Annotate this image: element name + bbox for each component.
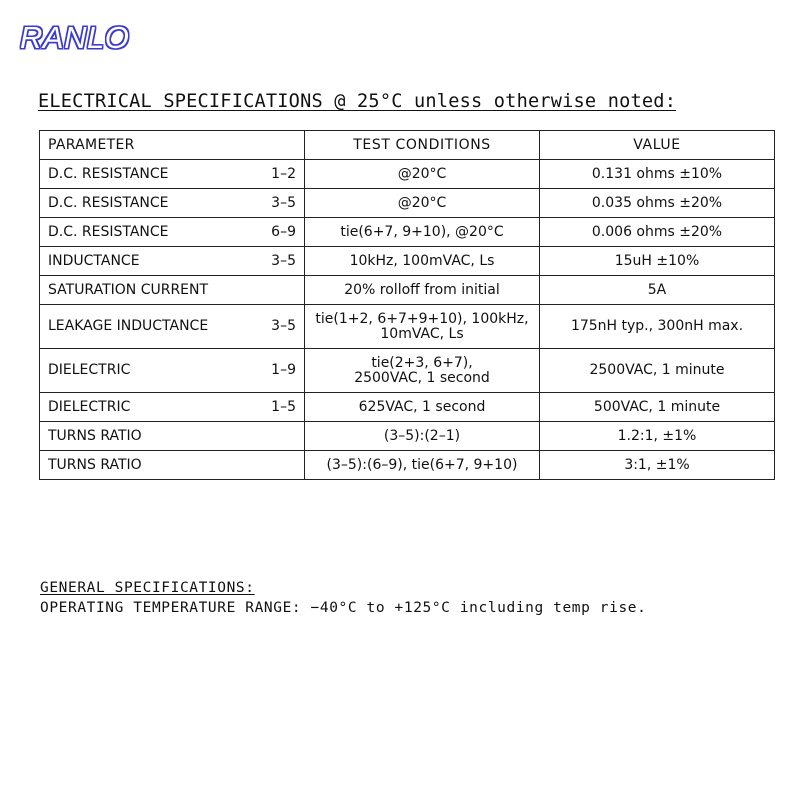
value-cell: 1.2:1, ±1% [540,422,775,451]
parameter-cell [40,305,305,349]
parameter-cell [40,218,305,247]
parameter-name: DIELECTRIC [48,362,131,378]
parameter-cell [40,393,305,422]
parameter-name: LEAKAGE INDUCTANCE [48,318,209,334]
test-conditions-cell [305,305,540,349]
parameter-cell [40,422,305,451]
value-cell: 175nH typ., 300nH max. [540,305,775,349]
electrical-specifications-table [39,130,775,480]
test-conditions-line: tie(2+3, 6+7), [371,354,473,371]
pin-numbers: 1–5 [271,398,296,415]
parameter-cell [40,160,305,189]
test-conditions-cell: (3–5):(6–9), tie(6+7, 9+10) [305,451,540,480]
test-conditions-line: tie(1+2, 6+7+9+10), 100kHz, [315,310,529,327]
value-cell: 3:1, ±1% [540,451,775,480]
test-conditions-cell: 10kHz, 100mVAC, Ls [305,247,540,276]
pin-numbers: 1–2 [271,165,296,182]
parameter-name: SATURATION CURRENT [48,281,209,298]
parameter-cell [40,276,305,305]
column-header-value: VALUE [540,131,775,160]
table-row [40,422,775,451]
test-conditions-cell: 625VAC, 1 second [305,393,540,422]
test-conditions-cell: 20% rolloff from initial [305,276,540,305]
test-conditions-line: 10mVAC, Ls [380,325,464,342]
parameter-name: D.C. RESISTANCE [48,165,169,182]
value-cell: 0.006 ohms ±20% [540,218,775,247]
table-row [40,305,775,349]
value-cell: 500VAC, 1 minute [540,393,775,422]
value-cell: 15uH ±10% [540,247,775,276]
table-row [40,276,775,305]
value-cell: 0.131 ohms ±10% [540,160,775,189]
test-conditions-cell [305,349,540,393]
parameter-name: D.C. RESISTANCE [48,194,169,211]
parameter-name: TURNS RATIO [48,427,142,444]
value-cell: 0.035 ohms ±20% [540,189,775,218]
table-row [40,393,775,422]
pin-numbers: 6–9 [271,223,296,240]
parameter-name: D.C. RESISTANCE [48,223,169,240]
parameter-cell [40,451,305,480]
test-conditions-line: 2500VAC, 1 second [354,369,490,386]
table-row [40,218,775,247]
pin-numbers: 3–5 [271,194,296,211]
table-row [40,247,775,276]
test-conditions-cell: @20°C [305,189,540,218]
test-conditions-cell: tie(6+7, 9+10), @20°C [305,218,540,247]
pin-numbers: 3–5 [271,252,296,269]
value-cell: 2500VAC, 1 minute [540,349,775,393]
parameter-cell [40,247,305,276]
electrical-specifications-heading: ELECTRICAL SPECIFICATIONS @ 25°C unless otherwise noted: [38,91,677,112]
operating-temperature-range: OPERATING TEMPERATURE RANGE: −40°C to +125°C including temp rise. [40,600,647,616]
pin-numbers: 3–5 [271,318,296,334]
value-cell: 5A [540,276,775,305]
table-header-row [40,131,775,160]
pin-numbers: 1–9 [271,362,296,378]
table-row [40,349,775,393]
table-row [40,189,775,218]
parameter-cell [40,349,305,393]
column-header-parameter: PARAMETER [40,131,305,160]
test-conditions-cell: (3–5):(2–1) [305,422,540,451]
test-conditions-cell: @20°C [305,160,540,189]
column-header-test-conditions: TEST CONDITIONS [305,131,540,160]
table-row [40,160,775,189]
parameter-cell [40,189,305,218]
table-row [40,451,775,480]
parameter-name: DIELECTRIC [48,398,131,415]
parameter-name: TURNS RATIO [48,456,142,473]
general-specifications-title: GENERAL SPECIFICATIONS: [40,580,255,596]
ranlo-logo: RANLO [20,20,130,55]
parameter-name: INDUCTANCE [48,252,140,269]
